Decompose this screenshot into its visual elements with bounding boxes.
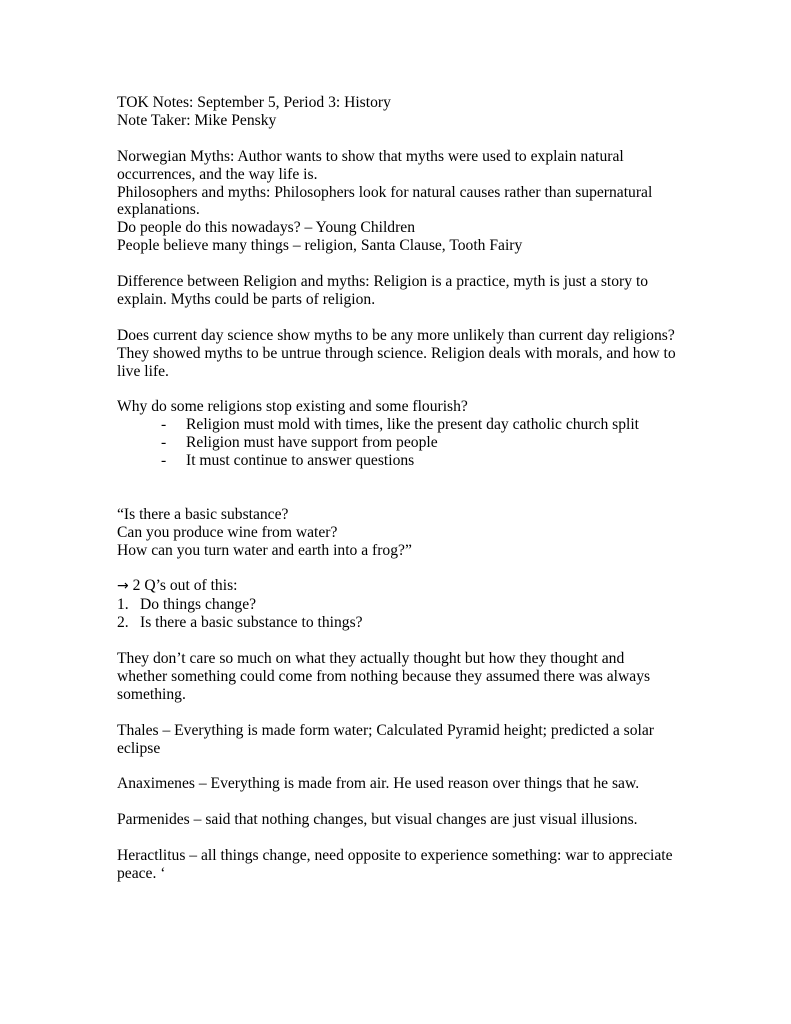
numbered-item xyxy=(117,596,697,614)
bullet-text: Religion must have support from people xyxy=(186,434,438,452)
paragraph-line: People believe many things – religion, Santa Clause, Tooth Fairy xyxy=(117,237,523,255)
religion-question: Why do some religions stop existing and some flourish? xyxy=(117,398,468,416)
paragraph-line: Does current day science show myths to be any more unlikely than current day religions? xyxy=(117,326,675,344)
right-arrow-icon: → xyxy=(117,578,129,595)
document-page xyxy=(117,94,697,883)
questions-heading: → 2 Q’s out of this: xyxy=(117,577,238,595)
note-taker: Note Taker: Mike Pensky xyxy=(117,111,277,129)
paragraph-line: Norwegian Myths: Author wants to show that myths were used to explain natural xyxy=(117,147,624,165)
quote-line: How can you turn water and earth into a frog?” xyxy=(117,541,412,559)
numbered-list xyxy=(117,596,697,632)
item-number: 2. xyxy=(117,614,129,632)
bullet-list xyxy=(117,416,697,470)
paragraph-line: Difference between Religion and myths: Religion is a practice, myth is just a story to xyxy=(117,273,649,291)
bullet-item xyxy=(117,416,697,434)
heraclitus-line: peace. ‘ xyxy=(117,864,166,882)
paragraph-line: They don’t care so much on what they actually thought but how they thought and xyxy=(117,649,625,667)
paragraph-line: whether something could come from nothing because they assumed there was always xyxy=(117,667,651,685)
paragraph-line: something. xyxy=(117,685,186,703)
thales-line: Thales – Everything is made form water; Calculated Pyramid height; predicted a solar xyxy=(117,721,654,739)
paragraph-line: explanations. xyxy=(117,201,200,219)
dash-bullet-icon: - xyxy=(161,416,167,434)
paragraph-line: explain. Myths could be parts of religion. xyxy=(117,290,376,308)
heraclitus-line: Heractlitus – all things change, need opposite to experience something: war to appreciate xyxy=(117,846,673,864)
quote-line: Can you produce wine from water? xyxy=(117,523,338,541)
parmenides-line: Parmenides – said that nothing changes, but visual changes are just visual illusions. xyxy=(117,811,638,829)
thales-line: eclipse xyxy=(117,739,161,757)
paragraph-line: occurrences, and the way life is. xyxy=(117,165,318,183)
paragraph-line: live life. xyxy=(117,362,169,380)
paragraph-line: Philosophers and myths: Philosophers look for natural causes rather than supernatural xyxy=(117,183,653,201)
bullet-item xyxy=(117,452,697,470)
item-text: Is there a basic substance to things? xyxy=(140,614,363,632)
notes-title: TOK Notes: September 5, Period 3: History xyxy=(117,94,391,111)
dash-bullet-icon: - xyxy=(161,434,167,452)
quote-line: “Is there a basic substance? xyxy=(117,505,289,523)
paragraph-line: Do people do this nowadays? – Young Children xyxy=(117,219,415,237)
item-text: Do things change? xyxy=(140,596,257,614)
bullet-text: It must continue to answer questions xyxy=(186,452,415,470)
bullet-item xyxy=(117,434,697,452)
numbered-item xyxy=(117,614,697,632)
bullet-text: Religion must mold with times, like the present day catholic church split xyxy=(186,416,640,434)
item-number: 1. xyxy=(117,596,129,614)
paragraph-line: They showed myths to be untrue through science. Religion deals with morals, and how to xyxy=(117,344,676,362)
dash-bullet-icon: - xyxy=(161,452,167,470)
anaximenes-line: Anaximenes – Everything is made from air. He used reason over things that he saw. xyxy=(117,775,640,793)
